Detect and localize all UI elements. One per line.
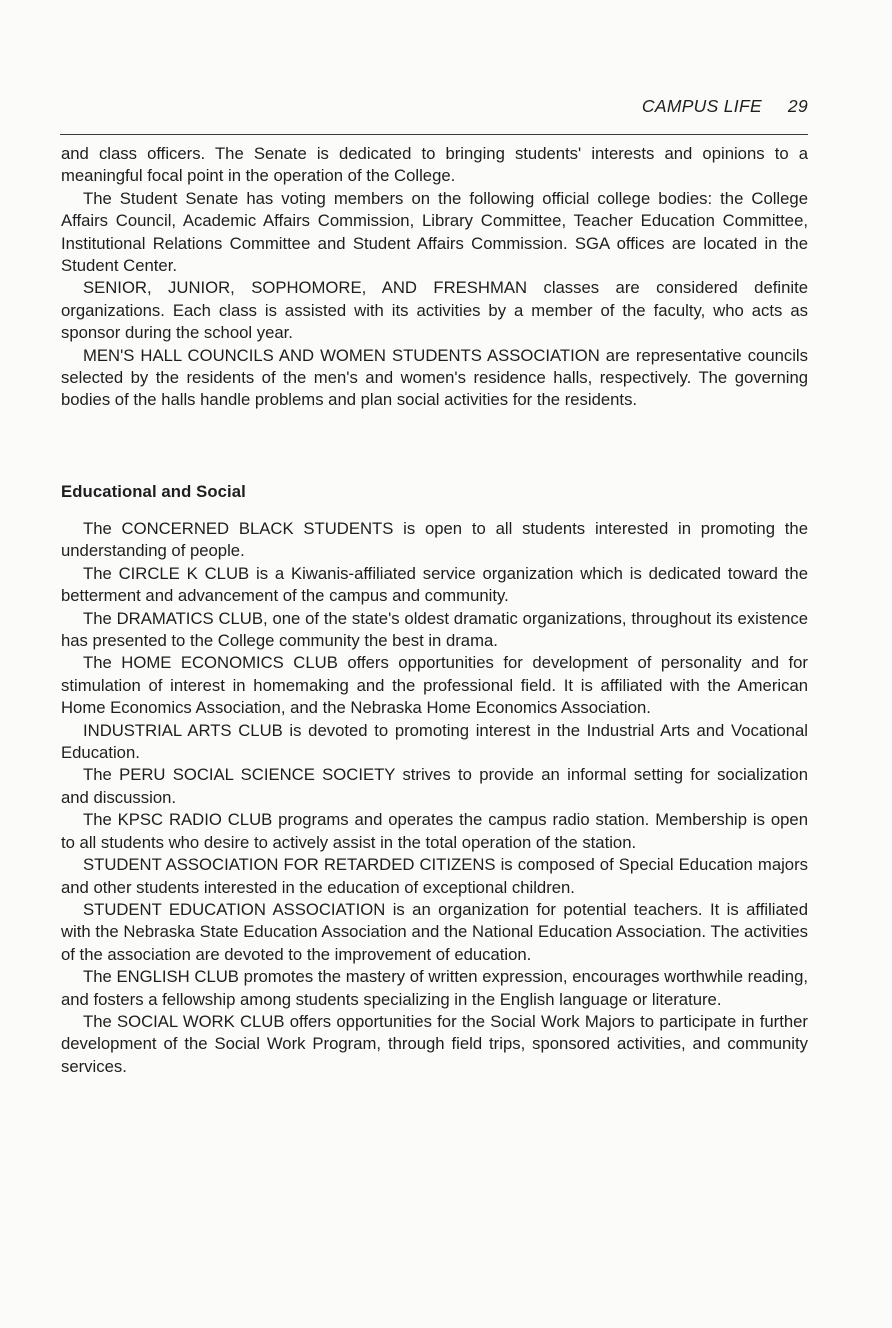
paragraph-circle-k-club: The CIRCLE K CLUB is a Kiwanis-affiliated service organization which is dedicated toward the betterment and advancement of the campus and community. <box>61 563 808 606</box>
paragraph-english-club: The ENGLISH CLUB promotes the mastery of written expression, encourages worthwhile reading, and fosters a fellowship among students specializing in the English language or literature. <box>61 967 808 1009</box>
paragraph-hall-councils: MEN'S HALL COUNCILS AND WOMEN STUDENTS ASSOCIATION are representative councils selected by the residents of the men's and women's residence halls, respectively. The governing bodies of the halls handle problems and plan social activities for the residents. <box>61 345 808 410</box>
running-header <box>60 96 808 122</box>
paragraph-kpsc-radio-club: The KPSC RADIO CLUB programs and operates the campus radio station. Membership is open to all students who desire to actively assist in the total operation of the station. <box>61 810 808 852</box>
paragraph-class-organizations: SENIOR, JUNIOR, SOPHOMORE, AND FRESHMAN classes are considered definite organizations. Each class is assisted with its activities by a member of the faculty, who acts as sponsor during the school year. <box>61 278 808 343</box>
paragraph-industrial-arts-club: INDUSTRIAL ARTS CLUB is devoted to promoting interest in the Industrial Arts and Vocational Education. <box>61 720 808 763</box>
paragraph-social-science-society: The PERU SOCIAL SCIENCE SOCIETY strives to provide an informal setting for socialization and discussion. <box>61 765 808 807</box>
paragraph-student-education-association: STUDENT EDUCATION ASSOCIATION is an organization for potential teachers. It is affiliated with the Nebraska State Education Association and the National Education Association. The activities of the association are devoted to the improvement of education. <box>61 899 808 964</box>
paragraph-home-economics-club: The HOME ECONOMICS CLUB offers opportunities for development of personality and for stimulation of interest in homemaking and the professional field. It is affiliated with the American Home Economics Association, and the Nebraska Home Economics Association. <box>61 653 808 718</box>
paragraph-student-senate: The Student Senate has voting members on the following official college bodies: the College Affairs Council, Academic Affairs Commission, Library Committee, Teacher Education Committee, Institutional Relations Committee and Student Affairs Commission. SGA offices are located in the Student Center. <box>61 188 808 276</box>
running-header-section: CAMPUS LIFE <box>641 96 762 116</box>
section-text-block <box>61 518 808 1078</box>
continued-text-block <box>61 143 808 412</box>
paragraph-dramatics-club: The DRAMATICS CLUB, one of the state's oldest dramatic organizations, throughout its existence has presented to the College community the best in drama. <box>61 608 808 651</box>
section-heading: Educational and Social <box>61 482 246 501</box>
header-rule <box>60 134 808 135</box>
paragraph-concerned-black-students: The CONCERNED BLACK STUDENTS is open to all students interested in promoting the understanding of people. <box>61 519 808 561</box>
page-number: 29 <box>787 96 808 116</box>
paragraph-retarded-citizens-association: STUDENT ASSOCIATION FOR RETARDED CITIZENS is composed of Special Education majors and other students interested in the education of exceptional children. <box>61 855 808 897</box>
paragraph-social-work-club: The SOCIAL WORK CLUB offers opportunities for the Social Work Majors to participate in further development of the Social Work Program, through field trips, sponsored activities, and community services. <box>61 1011 808 1076</box>
paragraph-continued: and class officers. The Senate is dedicated to bringing students' interests and opinions to a meaningful focal point in the operation of the College. <box>61 144 808 186</box>
